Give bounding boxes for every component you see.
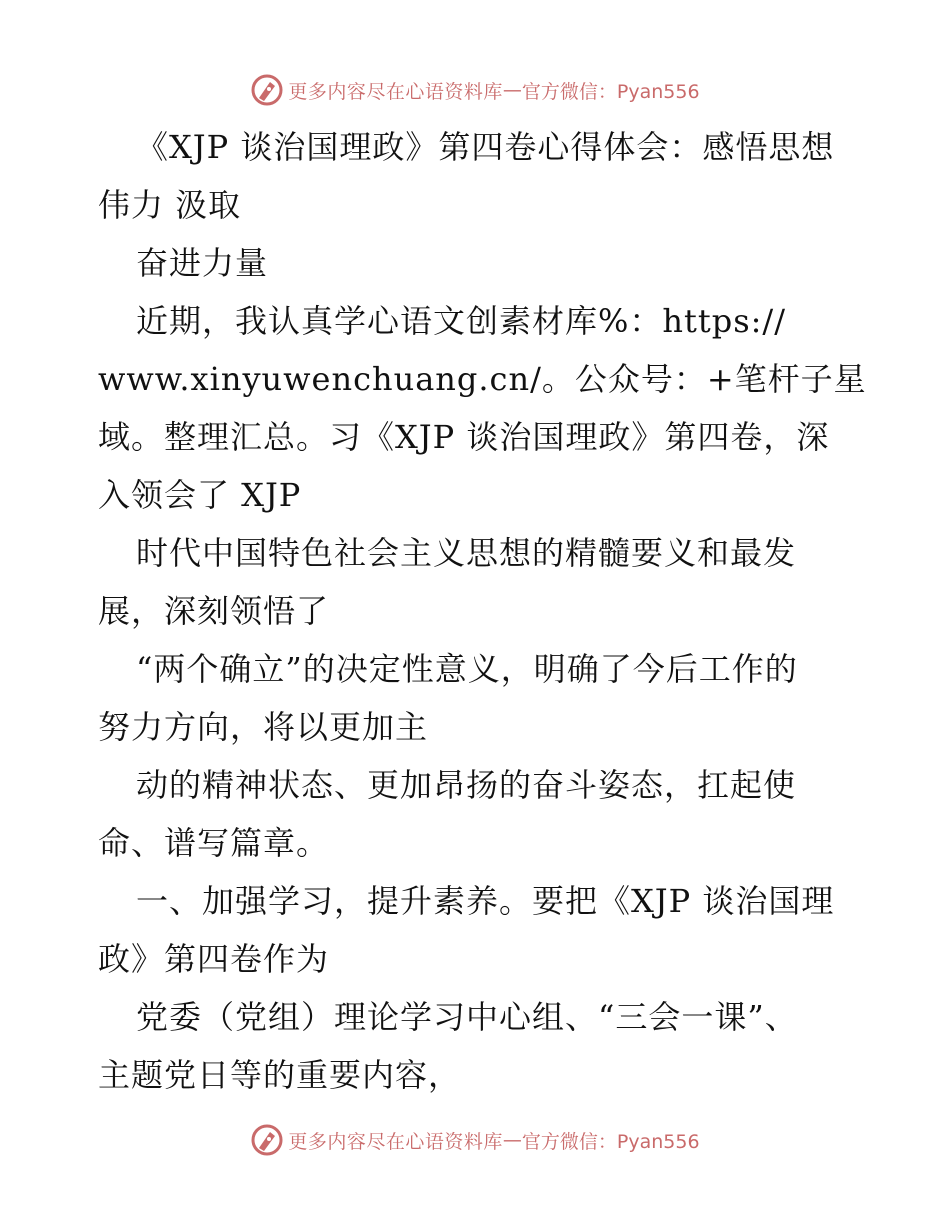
paragraph-line: “两个确立”的决定性意义，明确了今后工作的	[136, 650, 798, 688]
title-line-2: 伟力 汲取	[98, 186, 242, 224]
paragraph-line: 政》第四卷作为	[98, 940, 330, 978]
paragraph-line: 入领会了 XJP	[98, 476, 302, 514]
paragraph-line: 近期，我认真学心语文创素材库%：https://	[136, 302, 786, 340]
pen-nib-logo-icon	[250, 73, 284, 107]
paragraph-line: 域。整理汇总。习《XJP 谈治国理政》第四卷，深	[98, 418, 830, 456]
banner-main-text: 更多内容尽在心语资料库	[288, 80, 503, 103]
header-banner	[0, 70, 950, 110]
paragraph-line: www.xinyuwenchuang.cn/。公众号：+笔杆子星	[98, 360, 867, 398]
banner-separator: —	[502, 1129, 522, 1151]
section-heading-line: 一、加强学习，提升素养。要把《XJP 谈治国理	[136, 882, 835, 920]
banner-separator: —	[502, 79, 522, 101]
paragraph-line: 命、谱写篇章。	[98, 824, 330, 862]
footer-banner	[0, 1120, 950, 1160]
paragraph-line: 努力方向，将以更加主	[98, 708, 429, 746]
title-line-1: 《XJP 谈治国理政》第四卷心得体会：感悟思想	[136, 128, 835, 166]
title-line-3: 奋进力量	[136, 244, 269, 282]
paragraph-line: 时代中国特色社会主义思想的精髓要义和最发	[136, 534, 797, 572]
paragraph-line: 展，深刻领悟了	[98, 592, 330, 630]
document-body	[98, 118, 867, 1104]
banner-wechat-text: 官方微信：Pyan556	[521, 1130, 700, 1153]
paragraph-line: 党委（党组）理论学习中心组、“三会一课”、	[136, 998, 798, 1036]
paragraph-line: 动的精神状态、更加昂扬的奋斗姿态，扛起使	[136, 766, 797, 804]
banner-main-text: 更多内容尽在心语资料库	[288, 1130, 503, 1153]
paragraph-line: 主题党日等的重要内容，	[98, 1056, 462, 1094]
pen-nib-logo-icon	[250, 1123, 284, 1157]
banner-wechat-text: 官方微信：Pyan556	[521, 80, 700, 103]
